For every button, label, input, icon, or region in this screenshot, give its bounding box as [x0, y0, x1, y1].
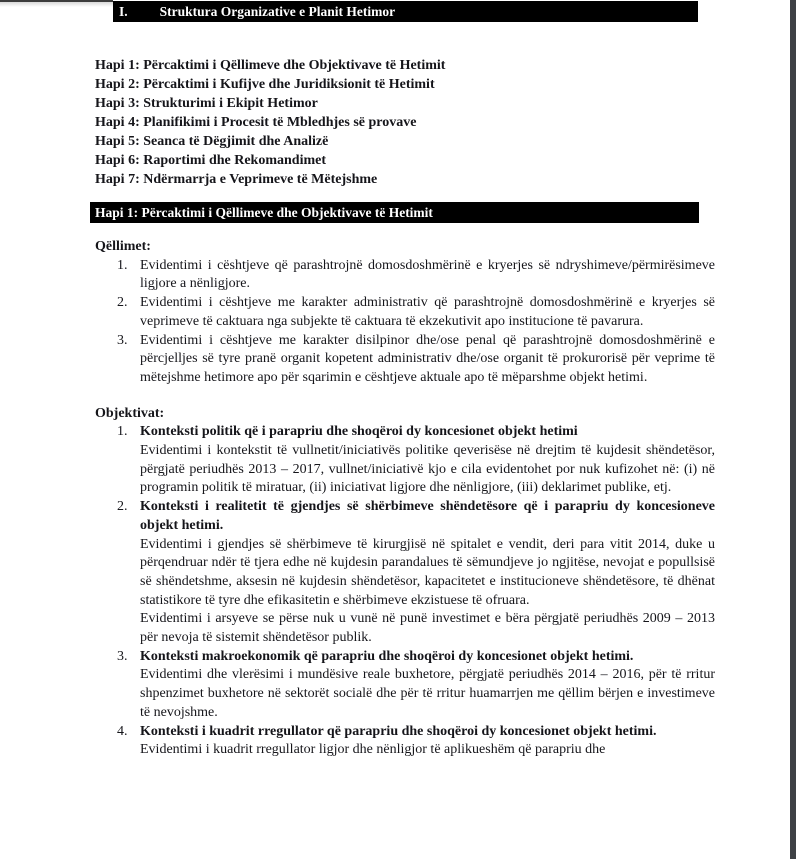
subsection-title: Hapi 1: Përcaktimi i Qëllimeve dhe Objektivave të Hetimit — [95, 204, 433, 220]
objective-title: Konteksti i realitetit të gjendjes së shërbimeve shëndetësore që i parapriu dy koncesioneve objekt hetimi. — [140, 499, 715, 533]
step-item: Hapi 1: Përcaktimi i Qëllimeve dhe Objektivave të Hetimit — [95, 58, 446, 73]
section-title: Struktura Organizative e Planit Hetimor — [159, 3, 396, 19]
objective-body — [140, 648, 715, 723]
objective-paragraph: Evidentimi i arsyeve se përse nuk u vunë në punë investimet e bëra përgjatë periudhës 2009 – 2013 për nevoja të sistemit shëndetësor publik. — [140, 611, 715, 646]
goal-text: Evidentimi i cështjeve me karakter disilpinor dhe/ose penal që parashtrojnë domosdoshmërinë e përcjelljes së tyre pranë organit kopetent administrativ dhe/ose organit të prokurorisë për veprime të mëtejshme hetimore apo për sqarimin e cështjeve aktuale apo të mëparshme objekt hetimi. — [140, 332, 715, 385]
objective-item — [95, 498, 715, 648]
objective-number: 4. — [117, 723, 128, 739]
step-item: Hapi 6: Raportimi dhe Rekomandimet — [95, 153, 326, 168]
objective-paragraph: Evidentimi dhe vlerësimi i mundësive reale buxhetore, përgjatë periudhës 2014 – 2016, për të rritur shpenzimet buxhetore në sektorët socialë dhe për të rritur huamarrjen me qëllim bërjen e investimeve të nevojshme. — [140, 667, 715, 720]
section-number: I. — [119, 3, 128, 19]
goal-item — [95, 257, 715, 294]
objective-number: 3. — [117, 648, 128, 664]
objective-body — [140, 723, 715, 760]
objective-title: Konteksti i kuadrit rregullator që parapriu dhe shoqëroi dy koncesionet objekt hetimi. — [140, 723, 657, 739]
goal-text: Evidentimi i cështjeve që parashtrojnë domosdoshmërinë e kryerjes së ndryshimeve/përmirësimeve ligjore a nënligjore. — [140, 257, 715, 292]
objective-paragraph: Evidentimi i gjendjes së shërbimeve të kirurgjisë në spitalet e vendit, deri para vitit 2014, duke u përqendruar ndër të tjera edhe në kujdesin parandalues të sëmundjeve jo ngjitëse, nevojat e popullsisë së shëndetshme, aksesin në kujdesin shëndetësor, kapacitetet e institucioneve shëndetësore, të dhënat statistikore të tyre dhe efikasitetin e shërbimeve ekzistuese të ofruara. — [140, 536, 715, 608]
goal-text: Evidentimi i cështjeve me karakter administrativ që parashtrojnë domosdoshmërinë e kryerjes së veprimeve të caktuara nga subjekte të caktuara të ekzekutivit apo institucione të pavarura. — [140, 295, 715, 329]
objective-number: 2. — [117, 499, 128, 515]
document-body — [95, 238, 715, 760]
goal-item — [95, 332, 715, 388]
goals-heading: Qëllimet: — [95, 239, 151, 254]
objective-body — [140, 423, 715, 498]
objective-title: Konteksti politik që i parapriu dhe shoqëroi dy koncesionet objekt hetimi — [140, 424, 578, 440]
step-item: Hapi 7: Ndërmarrja e Veprimeve të Mëtejshme — [95, 172, 378, 187]
objective-paragraph: Evidentimi i kontekstit të vullnetit/iniciativës politike qeverisëse në drejtim të kujdesit shëndetësor, përgjatë periudhës 2013 – 2017, vullnet/iniciativë kjo e cila evidentohet por nuk kufizohet në: (i) në programin politik të miratuar, (ii) iniciativat ligjore dhe nënligjore, (iii) deklarimet publike, etj. — [140, 443, 715, 496]
objective-body — [140, 498, 715, 648]
page-right-edge — [790, 0, 796, 859]
objective-number: 1. — [117, 424, 128, 440]
page-top-shadow — [0, 2, 113, 7]
objective-item — [95, 648, 715, 723]
step-item: Hapi 5: Seanca të Dëgjimit dhe Analizë — [95, 134, 329, 149]
subsection-header-bar — [90, 202, 699, 223]
objective-item — [95, 723, 715, 760]
objectives-list — [95, 423, 715, 760]
objectives-heading: Objektivat: — [95, 405, 165, 421]
goal-number: 1. — [117, 257, 128, 273]
step-item: Hapi 4: Planifikimi i Procesit të Mbledhjes së provave — [95, 115, 417, 130]
goal-number: 2. — [117, 295, 128, 311]
objective-paragraph: Evidentimi i kuadrit rregullator ligjor dhe nënligjor të aplikueshëm që parapriu dhe — [140, 742, 606, 758]
goal-item — [95, 294, 715, 331]
objective-item — [95, 423, 715, 498]
goals-list — [95, 257, 715, 388]
step-item: Hapi 3: Strukturimi i Ekipit Hetimor — [95, 96, 318, 111]
objectives-section — [95, 405, 715, 760]
step-item: Hapi 2: Përcaktimi i Kufijve dhe Juridiksionit të Hetimit — [95, 77, 435, 92]
goal-number: 3. — [117, 332, 128, 348]
steps-list — [95, 56, 445, 189]
objective-title: Konteksti makroekonomik që parapriu dhe shoqëroi dy koncesionet objekt hetimi. — [140, 648, 634, 664]
section-header-bar — [113, 1, 698, 22]
